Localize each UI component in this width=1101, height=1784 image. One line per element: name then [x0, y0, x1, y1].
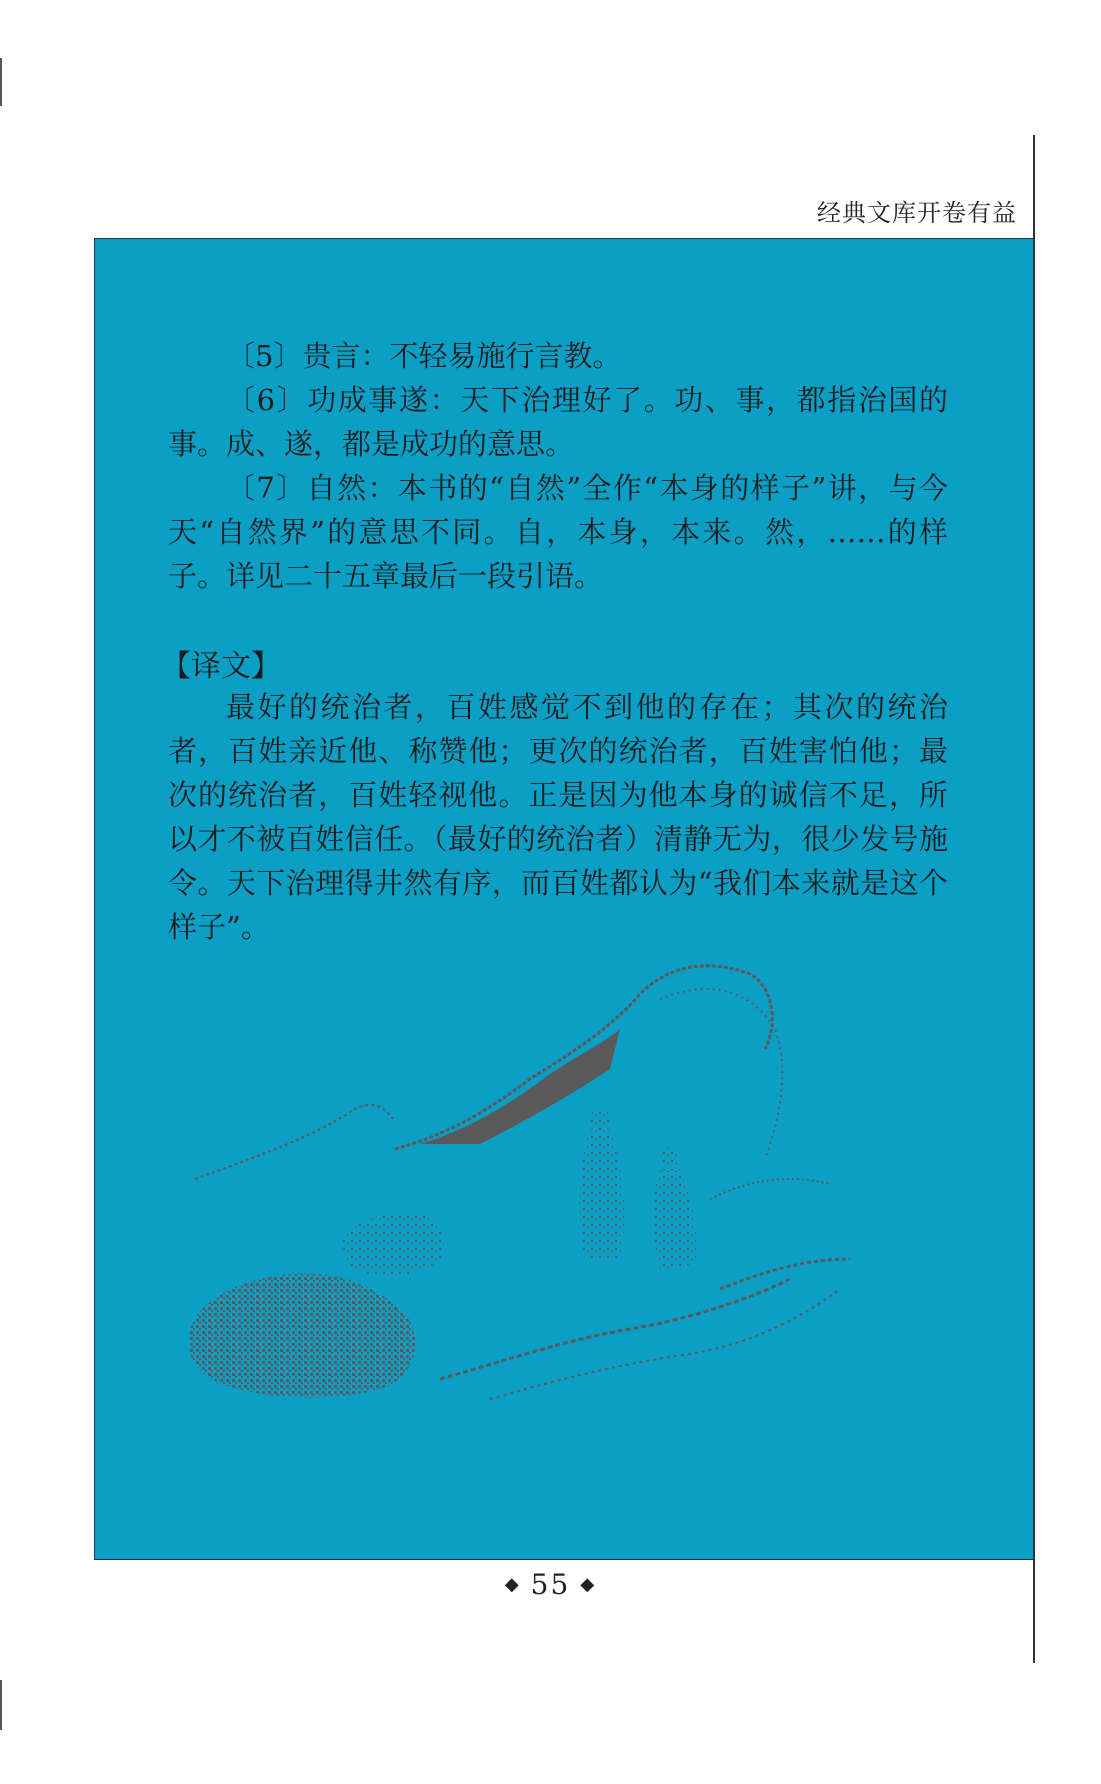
note-6: 〔6〕功成事遂：天下治理好了。功、事，都指治国的事。成、遂，都是成功的意思。	[168, 383, 948, 461]
shore-strokes	[440, 1179, 850, 1399]
running-head: 经典文库开卷有益	[817, 199, 1017, 227]
page-number	[0, 1568, 1101, 1601]
translation-block	[168, 685, 948, 949]
diamond-icon: ◆	[504, 1574, 521, 1595]
page-number-value: 55	[530, 1568, 571, 1601]
diamond-icon: ◆	[580, 1574, 597, 1595]
notes-block	[168, 334, 948, 598]
translation-paragraph: 最好的统治者，百姓感觉不到他的存在；其次的统治者，百姓亲近他、称赞他；更次的统治者，百姓害怕他；最次的统治者，百姓轻视他。正是因为他本身的诚信不足，所以才不被百姓信任。（最好的统治者）清静无为，很少发号施令。天下治理得井然有序，而百姓都认为“我们本来就是这个样子”。	[168, 690, 948, 944]
tree-cluster	[190, 1213, 444, 1398]
crop-mark-bottom	[0, 1680, 2, 1730]
note-5: 〔5〕贵言：不轻易施行言教。	[226, 339, 622, 373]
section-heading-translation: 【译文】	[161, 649, 281, 684]
crop-mark-top	[0, 58, 2, 106]
note-7: 〔7〕自然：本书的“自然”全作“本身的样子”讲，与今天“自然界”的意思不同。自，本身，本来。然，……的样子。详见二十五章最后一段引语。	[168, 471, 948, 593]
content-panel	[94, 238, 1034, 1560]
figures	[580, 1109, 697, 1269]
landscape-illustration	[190, 959, 890, 1479]
mountain-ridge	[195, 966, 782, 1179]
